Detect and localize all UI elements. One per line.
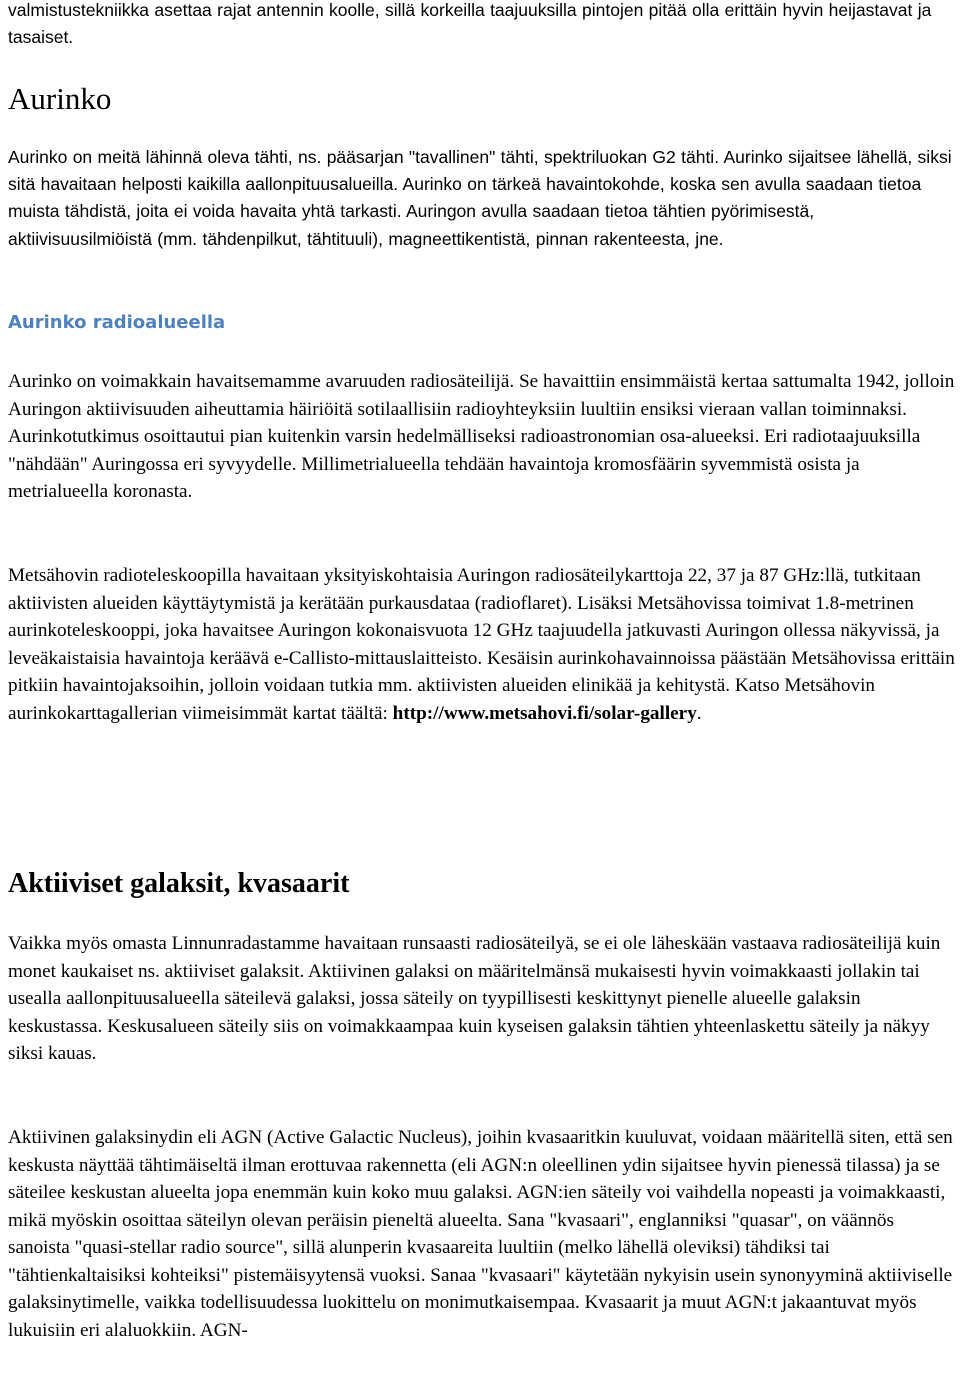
galaksit-paragraph-1: Vaikka myös omasta Linnunradastamme havaitaan runsaasti radiosäteilyä, se ei ole läheskään vastaava radiosäteilijä kuin monet kaukaiset ns. aktiiviset galaksit. Aktiivinen galaksi on määritelmänsä mukaisesti hyvin voimakkaasti jollakin tai usealla aallonpituusalueella säteilevä galaksi, jossa säteily on tyypillisesti keskittynyt pienelle alueelle galaksin keskustassa. Keskusalueen säteily siis on voimakkaampaa kuin kyseisen galaksin tähtien yhteenlaskettu säteily ja näkyy siksi kauas. xyxy=(8,933,941,1064)
aurinko-paragraph: Aurinko on meitä lähinnä oleva tähti, ns. pääsarjan "tavallinen" tähti, spektriluokan G2 tähti. Aurinko sijaitsee lähellä, siksi sitä havaitaan helposti kaikilla aallonpituusalueilla. Aurinko on tärkeä havaintokohde, koska sen avulla saadaan tietoa muista tähdistä, joita ei voida havaita yhtä tarkasti. Auringon avulla saadaan tietoa tähtien pyörimisestä, aktiivisuusilmiöistä (mm. tähdenpilkut, tähtituuli), magneettikentistä, pinnan rakenteesta, jne. xyxy=(8,147,952,249)
section-heading-aurinko: Aurinko xyxy=(8,81,112,116)
intro-paragraph: valmistustekniikka asettaa rajat antennin koolle, sillä korkeilla taajuuksilla pintojen pitää olla erittäin hyvin heijastavat ja tasaiset. xyxy=(8,0,932,48)
radio-paragraph-1: Aurinko on voimakkain havaitsemamme avaruuden radiosäteilijä. Se havaittiin ensimmäistä kertaa sattumalta 1942, jolloin Auringon aktiivisuuden aiheuttamia häiriöitä sotilaallisiin radioyhteyksiin luultiin ensiksi vieraan vallan toiminnaksi. Aurinkotutkimus osoittautui pian kuitenkin varsin hedelmälliseksi radioastronomian osa-alueeksi. Eri radiotaajuuksilla "nähdään" Auringossa eri syvyydelle. Millimetrialueella tehdään havaintoja kromosfäärin syvemmistä osista ja metrialueella koronasta. xyxy=(8,371,955,502)
link-suffix: . xyxy=(696,702,702,724)
solar-gallery-link[interactable]: http://www.metsahovi.fi/solar-gallery xyxy=(392,702,697,724)
radio-paragraph-2-text: Metsähovin radioteleskoopilla havaitaan yksityiskohtaisia Auringon radiosäteilykarttoja 22, 37 ja 87 GHz:llä, tutkitaan aktiivisten alueiden käyttäytymistä ja kerätään purkausdataa (radioflaret). Lisäksi Metsähovissa toimivat 1.8-metrinen aurinkoteleskooppi, joka havaitsee Auringon kokonaisvuota 12 GHz taajuudella jatkuvasti Auringon ollessa näkyvissä, ja leveäkaistaisia havaintoja keräävä e-Callisto-mittauslaitteisto. Kesäisin aurinkohavainnoissa päästään Metsähovissa erittäin pitkiin havaintojaksoihin, jolloin voidaan tutkia mm. aktiivisten alueiden elinikää ja kehitystä. Katso Metsähovin aurinkokarttagallerian viimeisimmät kartat täältä: xyxy=(8,565,955,724)
section-heading-aktiiviset-galaksit: Aktiiviset galaksit, kvasaarit xyxy=(8,868,350,899)
radio-paragraph-2 xyxy=(8,562,956,727)
galaksit-paragraph-2: Aktiivinen galaksinydin eli AGN (Active Galactic Nucleus), joihin kvasaaritkin kuuluvat, voidaan määritellä siten, että sen keskusta näyttää tähtimäiseltä ilman erottuvaa rakennetta (eli AGN:n oleellinen ydin sijaitsee hyvin pienessä tilassa) ja se säteilee keskustan alueelta jopa enemmän kuin koko muu galaksi. AGN:ien säteily voi vaihdella nopeasti ja voimakkaasti, mikä myöskin osoittaa säteilyn olevan peräisin pieneltä alueelta. Sana "kvasaari", englanniksi "quasar", on väännös sanoista "quasi-stellar radio source", sillä alunperin kvasaareita luultiin (melko lähellä oleviksi) tähdiksi tai "tähtienkaltaisiksi kohteiksi" pistemäisyytensä vuoksi. Sanaa "kvasaari" käytetään nykyisin usein synonyyminä aktiiviselle galaksinytimelle, vaikka todellisuudessa luokittelu on monimutkaisempaa. Kvasaarit ja muut AGN:t jakaantuvat myös lukuisiin eri alaluokkiin. AGN- xyxy=(8,1127,953,1341)
subsection-heading-radio: Aurinko radioalueella xyxy=(8,312,226,333)
